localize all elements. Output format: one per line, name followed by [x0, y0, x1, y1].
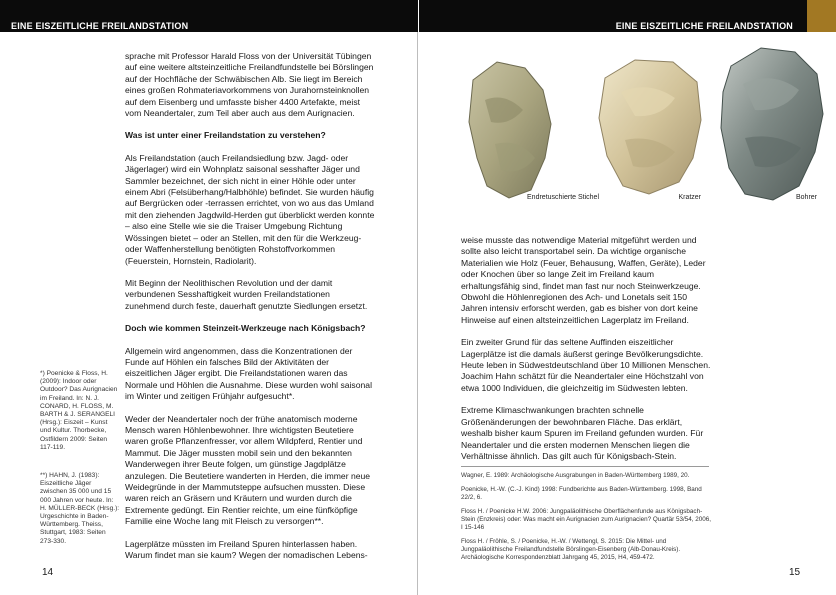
kratzer-stone — [599, 60, 701, 194]
paragraph: Mit Beginn der Neolithischen Revolution und der damit verbundenen Sesshaftigkeit wurden Freilandstationen zunehmend durch feste, dauerhaft genutzte Siedlungen ersetzt. — [125, 277, 368, 311]
references-divider — [461, 466, 709, 467]
reference: Wagner, E. 1989: Archäologische Ausgrabungen in Baden-Württemberg 1989, 20. — [461, 472, 690, 479]
paragraph: Allgemein wird angenommen, dass die Konzentrationen der Funde auf Höhlen ein falsches Bild der Aktivitäten der eiszeitlichen Jäger ergibt. Die Freilandstationen waren das Normale und Höhlen die Ausnahme. Diese wurden wohl saisonal im Winter und zeitigen Frühjahr aufgesucht*. — [125, 345, 372, 402]
references — [461, 472, 713, 568]
chapter-tab — [807, 0, 836, 32]
right-main-text — [461, 235, 713, 473]
footnote-text: **) HAHN, J. (1983): Eiszeitliche Jäger zwischen 35 000 und 15 000 Jahren vor heute. In: H. MÜLLER-BECK (Hrsg.): Urgeschichte in Baden-Württemberg. Theiss, Stuttgart, 1983: Seiten 273-330. — [40, 472, 120, 545]
paragraph: Als Freilandstation (auch Freilandsiedlung bzw. Jagd- oder Jägerlager) wird ein Wohnplatz saisonal sesshafter Jäger und Sammler bezeichnet, der sich nicht in einer Höhle oder unter einem Abri (Felsüberhang/Halbhöhle) befindet. Sie wurden häufig auf Bergrücken oder -terrassen errichtet, von wo aus das Umland mit den ziehenden Jagdwild-Herden gut überblickt werden konnte – also eine Stelle wie sie die Traiser Umgebung Richtung Wössingen bietet – oder an Stellen, mit den für die Werkzeug- oder Waffenherstellung benötigten Rohstoffvorkommen (Feuerstein, Hornstein, Radiolarit). — [125, 152, 375, 266]
section-heading: Doch wie kommen Steinzeit-Werkzeuge nach Königsbach? — [125, 323, 366, 334]
paragraph: Ein zweiter Grund für das seltene Auffinden eiszeitlicher Lagerplätze ist die damals äußerst geringe Bevölkerungsdichte. Heute leben in Südwestdeutschland über 10 Millionen Menschen. Joachim Hahn schätzt für die Neandertaler eine Höchstzahl von etwa 1000 Individuen, die gleichzeitig im Südwesten lebten. — [461, 337, 711, 393]
footnote — [40, 472, 120, 546]
left-page-header — [0, 0, 418, 32]
reference: Floss H. / Fröhle, S. / Poenicke, H.-W. / Wettengl, S. 2015: Die Mittel- und Jungpaläolithische Freilandfundstelle Börslingen-Eisenberg (Alb-Donau-Kreis). Archäologische Korrespondenzblatt Jahrgang 45, 2015, H4, 459-472. — [461, 537, 681, 562]
paragraph: sprache mit Professor Harald Floss von der Universität Tübingen auf eine weitere altsteinzeitliche Freilandfundstelle bei Börslingen auf der Hochfläche der Schwäbischen Alb. Sie liegt im Bereich eines großen Rohmateriavorkommens von Jurahornsteinknollen auf dem Eisenberg und umfasste bisher 4400 Artefakte, meist vom Neandertaler, zum Teil aber auch aus dem Aurignacien. — [125, 51, 374, 119]
section-heading: Was ist unter einer Freilandstation zu verstehen? — [125, 130, 326, 141]
right-page — [419, 0, 836, 595]
paragraph: weise musste das notwendige Material mitgeführt werden und sollte also leicht transportabel sein. Da wichtige organische Materialien wie Holz (Feuer, Behausung, Waffen, Geräte), Leder oder Knochen über so lange Zeit im Freiland kaum erhaltungsfähig sind, findet man fast nur noch Steinwerkzeuge. Obwohl die Höhlenregionen des Ach- und Lonetals seit 150 Jahren intensiv erforscht werden, gab es bisher von dort keine Hinweise auf einen altsteinzeitlichen Lagerplatz im Freiland. — [461, 235, 706, 325]
footnote — [40, 370, 120, 452]
page-number-right: 15 — [789, 567, 801, 578]
reference: Floss H. / Poenicke H.W. 2006: Jungpaläolithische Oberflächenfunde aus Königsbach-Stein (Enzkreis) oder: Was macht ein Aurignacien zum Aurignacien? Quartär 53/54, 2006, I 15-146 — [461, 507, 712, 532]
left-header-title: EINE EISZEITLICHE FREILANDSTATION — [11, 21, 189, 31]
paragraph: Extreme Klimaschwankungen brachten schnelle Größenänderungen der bewohnbaren Fläche. Das erklärt, weshalb bisher kaum Spuren im Freiland gefunden wurden. Für Neandertaler und die ersten modernen Menschen liegen die Verhältnisse ähnlich. Das gilt auch für Königsbach-Stein. — [461, 405, 704, 461]
caption-stichel: Endretuschierte Stichel — [527, 194, 599, 201]
left-main-text — [125, 51, 377, 572]
caption-bohrer: Bohrer — [795, 194, 817, 201]
page-number-left: 14 — [42, 567, 54, 578]
footnote-text: *) Poenicke & Floss, H. (2009): Indoor oder Outdoor? Das Aurignacien im Freiland. In: N. J. CONARD, H. FLOSS, M. BARTH & J. SERANGELI (Hrsg.): Eiszeit – Kunst und Kultur. Thorbecke, Ostfildern 2009: Seiten 117-119. — [40, 370, 118, 451]
paragraph: Weder der Neandertaler noch der frühe anatomisch moderne Mensch waren Höhlenbewohner. Ihre wichtigsten Beutetiere waren große Pflanzenfresser, vor allem Wildpferd, Rentier und Mammut. Die Jäger mussten mobil sein und den bekannten Wanderwegen ihrer Beute folgen, um günstige Jagdplätze anzulegen. Die Beutetiere wanderten in Herden, die immer neue Weidegründe in der Mammutsteppe aufsuchen mussten. Diese waren reich an Gräsern und Kräutern und wurden durch die Extremente gedüngt. Ein Rentier reichte, um eine fünfköpfige Familie eine Woche lang mit Fleisch zu versorgen**. — [125, 413, 371, 527]
right-page-header — [419, 0, 807, 32]
paragraph: Lagerplätze müssten im Freiland Spuren hinterlassen haben. Warum findet man sie kaum? Wegen der nomadischen Lebens- — [125, 538, 368, 561]
bohrer-stone — [721, 48, 823, 200]
stone-tools-illustration — [439, 40, 835, 236]
stone-tools-figure — [439, 40, 835, 236]
reference: Poenicke, H.-W. (C.-J. Kind) 1998: Fundberichte aus Baden-Württemberg. 1998, Band 22/2, 6. — [461, 485, 702, 501]
right-header-title: EINE EISZEITLICHE FREILANDSTATION — [615, 21, 793, 31]
caption-kratzer: Kratzer — [678, 194, 701, 201]
stichel-stone — [469, 62, 551, 198]
